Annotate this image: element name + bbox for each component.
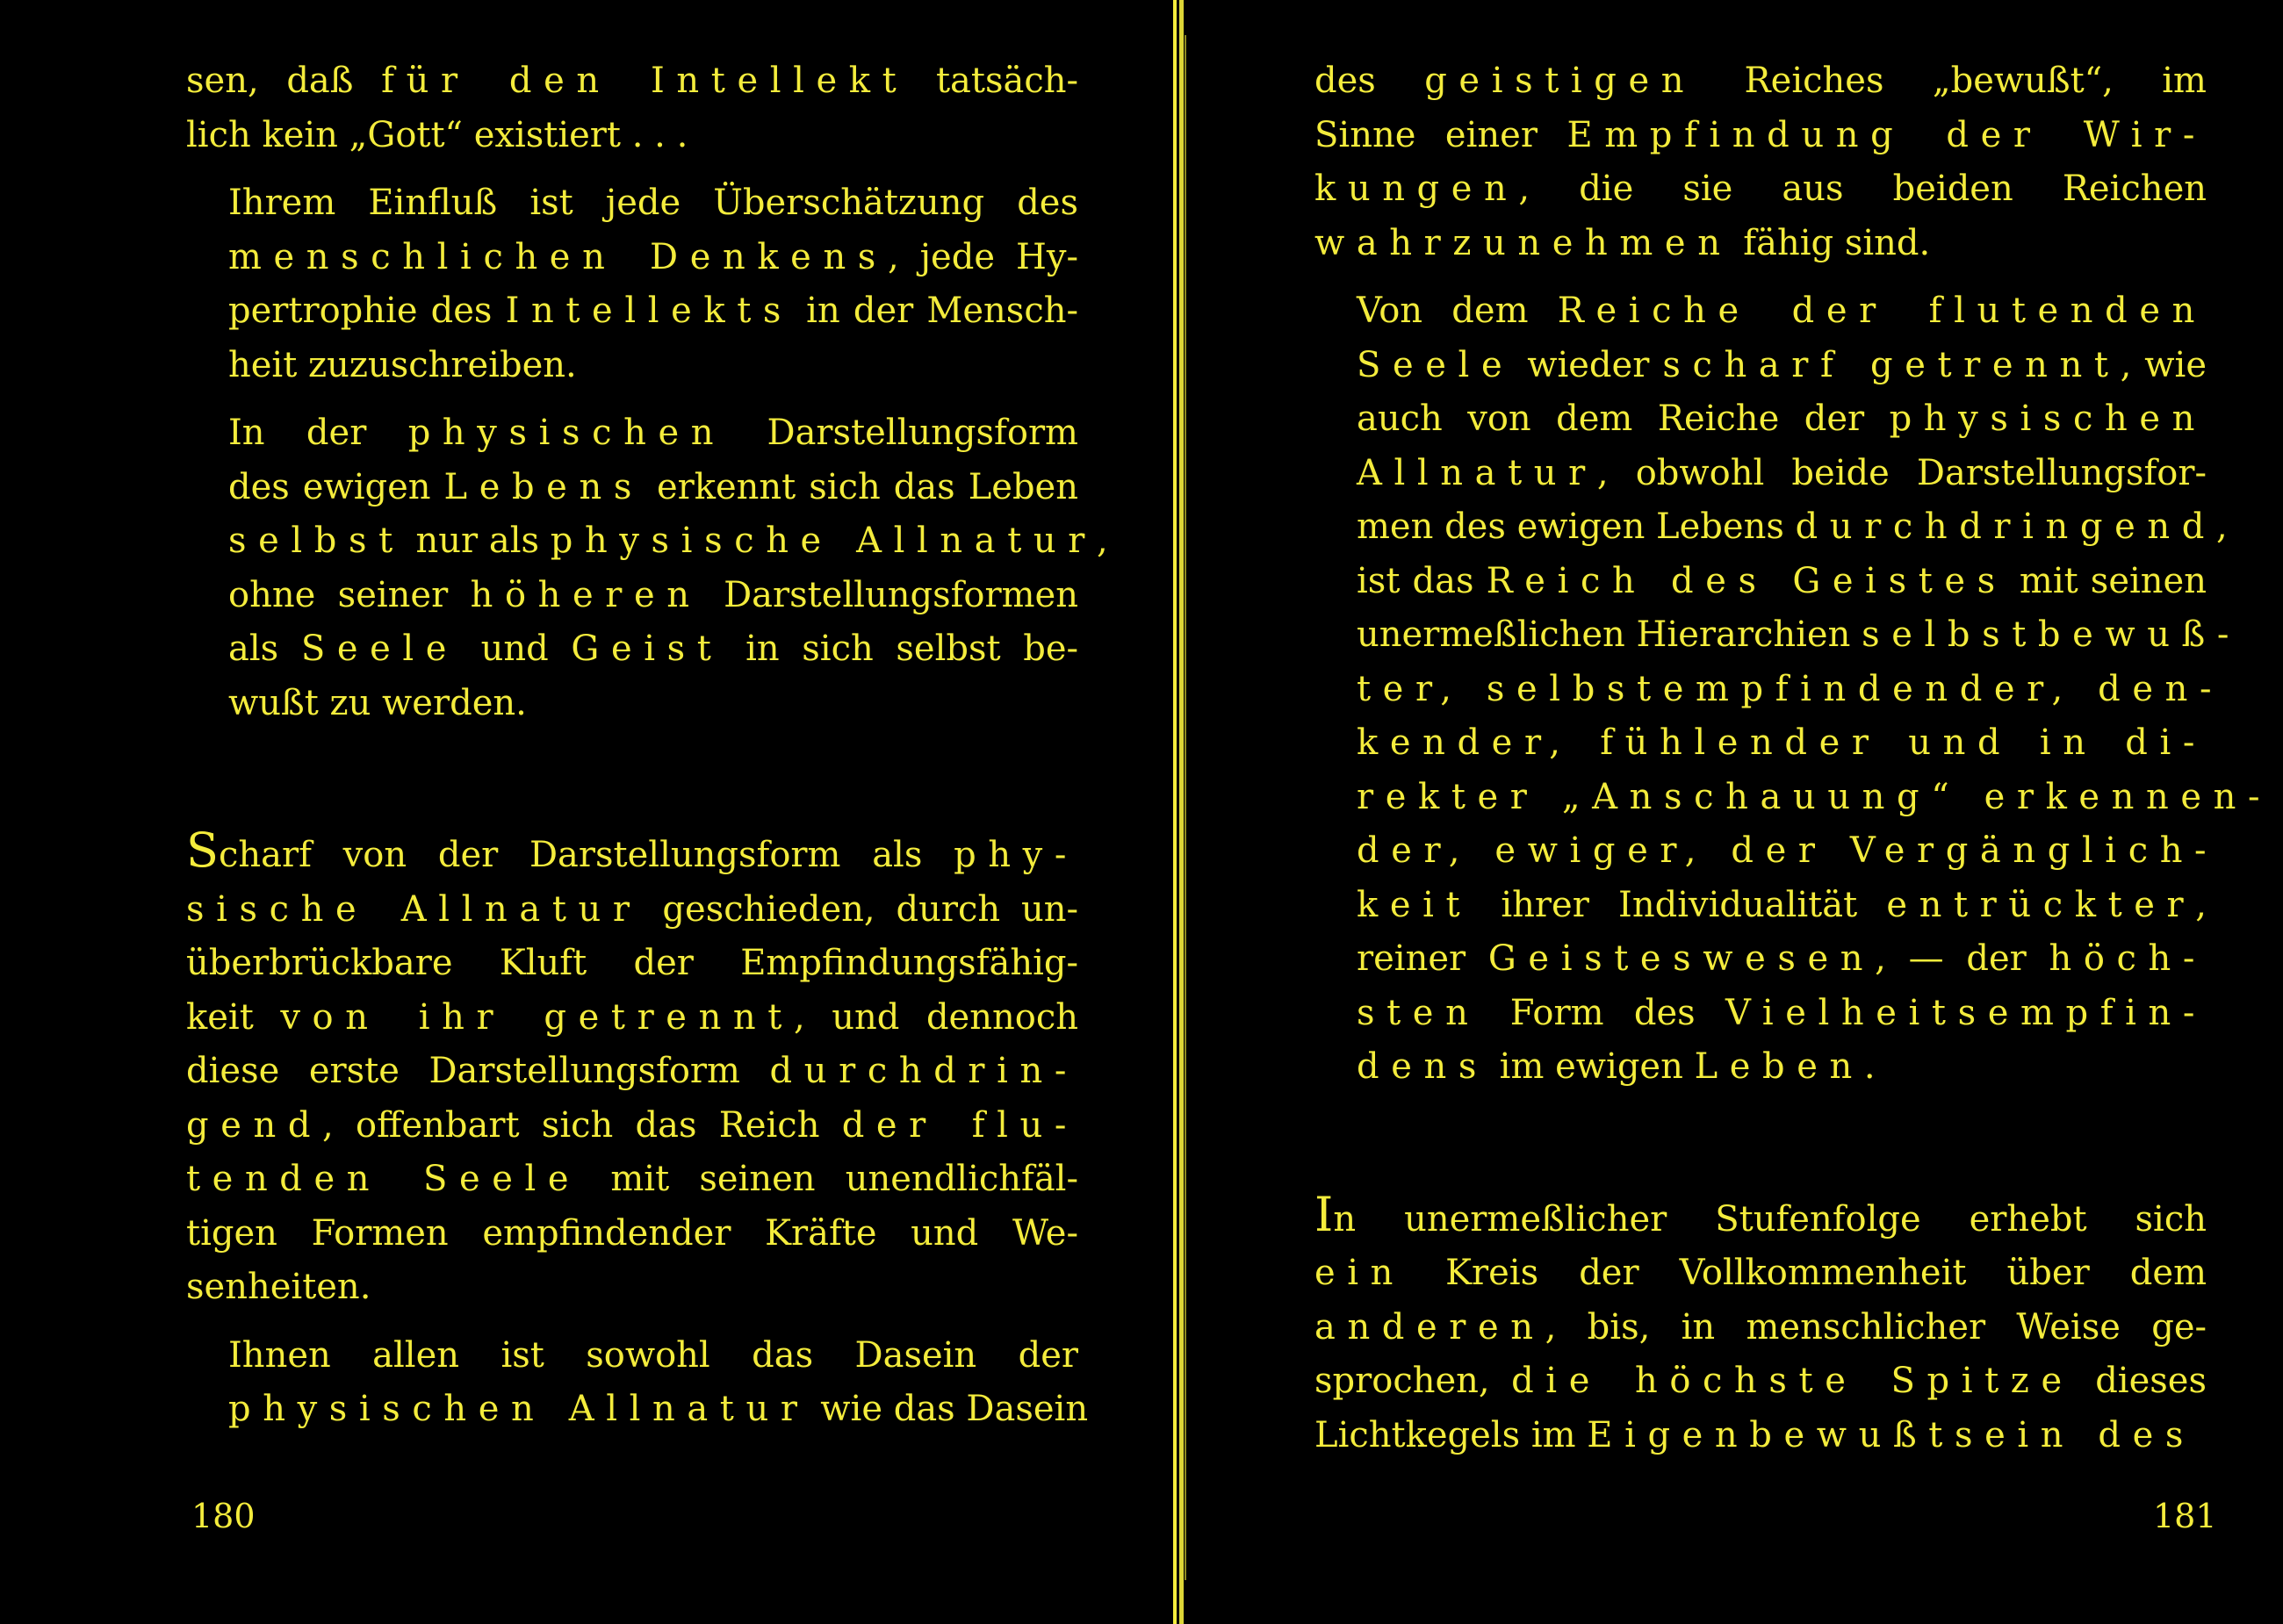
spaced-emphasis: tenden Seele bbox=[186, 1159, 581, 1199]
text-run: pertrophie des bbox=[228, 291, 506, 331]
spaced-emphasis: Empfindung der Wir- bbox=[1566, 114, 2207, 155]
book-spine bbox=[1173, 0, 1187, 1624]
text-line bbox=[186, 1045, 1078, 1099]
text-run: ist das bbox=[1357, 560, 1487, 601]
text-run: , wie bbox=[2120, 344, 2207, 385]
text-line bbox=[186, 461, 1078, 515]
spaced-emphasis: selbstbewuß- bbox=[1862, 614, 2241, 655]
text-run: , die sie aus beiden Reichen bbox=[1518, 169, 2207, 209]
text-line bbox=[1314, 1247, 2207, 1301]
spaced-emphasis: Geisteswesen bbox=[1487, 938, 1876, 979]
spaced-emphasis: Seele bbox=[300, 629, 459, 669]
text-line bbox=[186, 883, 1078, 938]
text-line bbox=[186, 1207, 1078, 1261]
text-run: des bbox=[1314, 61, 1425, 101]
spaced-emphasis: physischen bbox=[1889, 399, 2207, 439]
text-line bbox=[1314, 109, 2207, 163]
text-run: In unermeßlicher Stufenfolge erhebt sich bbox=[1314, 1186, 2207, 1242]
spaced-emphasis: für den Intellekt bbox=[381, 61, 909, 101]
spaced-emphasis: Intellekts bbox=[505, 291, 794, 331]
text-run: diese erste Darstellungsform bbox=[186, 1051, 770, 1091]
spaced-emphasis: ein bbox=[1314, 1253, 1406, 1293]
text-run: ohne seiner bbox=[228, 574, 471, 615]
text-line bbox=[186, 54, 1078, 109]
text-run: unermeßlichen Hierarchien bbox=[1357, 614, 1862, 655]
text-run: , offenbart sich das Reich bbox=[322, 1104, 842, 1146]
text-line bbox=[186, 109, 1078, 163]
text-line bbox=[186, 176, 1078, 231]
spaced-emphasis: Leben bbox=[1694, 1046, 1864, 1087]
spaced-emphasis: sten bbox=[1357, 992, 1480, 1033]
spaced-emphasis: Eigenbewußtsein des bbox=[1587, 1414, 2196, 1455]
text-line bbox=[1314, 1040, 2207, 1095]
text-line bbox=[1314, 447, 2207, 501]
spaced-emphasis: durchdrin- bbox=[769, 1051, 1078, 1091]
page-number-left: 180 bbox=[191, 1497, 256, 1535]
spaced-emphasis: der flu- bbox=[841, 1104, 1078, 1146]
text-line bbox=[1314, 555, 2207, 609]
text-run: Von dem bbox=[1357, 291, 1558, 331]
text-run: und bbox=[458, 629, 572, 669]
text-run: , — der bbox=[1875, 938, 2049, 979]
spaced-emphasis: Reich des Geistes bbox=[1486, 560, 2007, 601]
spaced-emphasis: kungen bbox=[1314, 169, 1519, 209]
spaced-emphasis: rekter „Anschauung“ erkennen- bbox=[1357, 776, 2272, 817]
text-line bbox=[1314, 500, 2228, 555]
spaced-emphasis: selbst bbox=[228, 521, 405, 561]
text-run: In der bbox=[228, 413, 408, 453]
text-run: Scharf von der Darstellungsform als bbox=[186, 823, 954, 878]
text-run: wieder bbox=[1514, 344, 1663, 385]
spaced-emphasis: anderen bbox=[1314, 1306, 1545, 1347]
paragraph bbox=[186, 54, 1078, 162]
paragraph bbox=[1314, 54, 2207, 270]
text-run: in sich selbst be- bbox=[723, 629, 1079, 669]
paragraph bbox=[1314, 1186, 2207, 1463]
text-line bbox=[1314, 771, 2272, 825]
text-line bbox=[186, 406, 1078, 461]
text-line bbox=[1314, 217, 2207, 271]
text-run: , bbox=[1096, 521, 1108, 561]
text-line bbox=[186, 569, 1078, 623]
text-run: . bbox=[1863, 1046, 1876, 1087]
text-line bbox=[186, 231, 1078, 285]
text-run: , bbox=[2215, 507, 2228, 547]
text-run: Ihnen allen ist sowohl das Dasein der bbox=[228, 1334, 1078, 1376]
text-run: überbrückbare Kluft der Empfindungsfähig- bbox=[186, 943, 1078, 983]
text-run: , jede Hy- bbox=[887, 236, 1078, 277]
spaced-emphasis: entrückter bbox=[1886, 884, 2196, 925]
text-line bbox=[1314, 663, 2224, 717]
text-line bbox=[1314, 1355, 2207, 1409]
text-line bbox=[186, 937, 1078, 991]
spaced-emphasis: der, ewiger, der Vergänglich- bbox=[1357, 830, 2219, 871]
text-line bbox=[1314, 162, 2207, 217]
text-run: reiner bbox=[1357, 938, 1488, 979]
text-line bbox=[186, 339, 1078, 393]
spaced-emphasis: von ihr getrennt bbox=[280, 996, 794, 1038]
spaced-emphasis: Seele bbox=[1357, 344, 1515, 385]
text-line bbox=[1314, 284, 2207, 339]
text-run: sen, daß bbox=[186, 61, 382, 101]
text-line bbox=[1314, 54, 2207, 109]
spaced-emphasis: wahrzunehmen bbox=[1314, 222, 1732, 263]
text-run: , bis, in menschlicher Weise ge- bbox=[1545, 1306, 2207, 1347]
text-line bbox=[1314, 716, 2207, 771]
text-line bbox=[186, 284, 1078, 339]
paragraph bbox=[186, 1329, 1089, 1437]
text-line bbox=[1314, 1301, 2207, 1355]
spaced-emphasis: keit bbox=[1357, 884, 1473, 925]
right-page bbox=[1314, 54, 2272, 1462]
text-line bbox=[186, 1099, 1078, 1153]
text-run: dieses bbox=[2073, 1361, 2207, 1401]
text-run: des ewigen bbox=[228, 466, 444, 507]
spaced-emphasis: physischen Allnatur bbox=[228, 1389, 810, 1429]
text-run: mit seinen unendlichfäl- bbox=[580, 1159, 1078, 1199]
text-line bbox=[186, 1383, 1089, 1437]
text-run: in der Mensch- bbox=[793, 291, 1078, 331]
text-run: senheiten. bbox=[186, 1267, 371, 1307]
text-run: nur als bbox=[404, 521, 551, 561]
text-line bbox=[1314, 608, 2241, 663]
text-run: geschieden, durch un- bbox=[641, 888, 1078, 930]
text-run: Darstellungsformen bbox=[701, 574, 1078, 615]
text-line bbox=[186, 622, 1078, 677]
left-page bbox=[186, 54, 1108, 1437]
text-run: Sinne einer bbox=[1314, 114, 1567, 155]
text-run: Darstellungsform bbox=[725, 413, 1078, 453]
paragraph bbox=[1314, 284, 2272, 1095]
text-line bbox=[186, 1329, 1078, 1383]
spaced-emphasis: die höchste Spitze bbox=[1511, 1361, 2074, 1401]
text-line bbox=[1314, 1409, 2207, 1463]
text-line bbox=[1314, 339, 2207, 393]
text-run: , und dennoch bbox=[793, 996, 1079, 1038]
spaced-emphasis: durchdringend bbox=[1795, 507, 2216, 547]
text-run: Lichtkegels im bbox=[1314, 1414, 1588, 1455]
spaced-emphasis: Allnatur bbox=[1357, 452, 1597, 493]
text-line bbox=[1314, 824, 2219, 879]
spaced-emphasis: dens bbox=[1357, 1046, 1488, 1087]
text-run: Reiches „bewußt“, im bbox=[1696, 61, 2207, 101]
text-run: , bbox=[2195, 884, 2207, 925]
text-line bbox=[1314, 392, 2207, 447]
text-line bbox=[1314, 1186, 2207, 1247]
spaced-emphasis: höheren bbox=[470, 574, 702, 615]
text-run: als bbox=[228, 629, 301, 669]
spaced-emphasis: menschlichen Denkens bbox=[228, 236, 888, 277]
spaced-emphasis: ter, selbstempfindender, den- bbox=[1357, 668, 2224, 709]
text-line bbox=[1314, 987, 2207, 1041]
spaced-emphasis: physischen bbox=[407, 413, 726, 453]
spaced-emphasis: höch- bbox=[2049, 938, 2207, 979]
spaced-emphasis: physische Allnatur bbox=[550, 521, 1097, 561]
spaced-emphasis: Vielheitsempfin- bbox=[1725, 992, 2207, 1033]
text-run: fähig sind. bbox=[1732, 222, 1931, 263]
text-run: tatsäch- bbox=[908, 61, 1079, 101]
text-line bbox=[186, 823, 1078, 883]
text-run: Kreis der Vollkommenheit über dem bbox=[1405, 1253, 2207, 1293]
spaced-emphasis: Geist bbox=[571, 629, 724, 669]
paragraph bbox=[186, 823, 1079, 1315]
text-run: Ihrem Einfluß ist jede Überschätzung des bbox=[228, 183, 1078, 223]
text-line bbox=[186, 1261, 1078, 1315]
text-run: lich kein „Gott“ existiert . . . bbox=[186, 114, 688, 155]
text-run: Form des bbox=[1480, 992, 1726, 1033]
text-line bbox=[186, 677, 1078, 731]
spaced-emphasis: scharf getrennt bbox=[1662, 344, 2121, 385]
text-run: tigen Formen empfindender Kräfte und We- bbox=[186, 1212, 1078, 1254]
text-line bbox=[186, 1153, 1078, 1207]
text-run: men des ewigen Lebens bbox=[1357, 507, 1796, 547]
text-run: wie das Dasein bbox=[809, 1389, 1089, 1429]
spaced-emphasis: phy- bbox=[954, 835, 1078, 875]
text-run: sprochen, bbox=[1314, 1361, 1512, 1401]
text-run: auch von dem Reiche der bbox=[1357, 399, 1890, 439]
text-run: ihrer Individualität bbox=[1472, 884, 1887, 925]
spaced-emphasis: gend bbox=[186, 1104, 323, 1146]
text-run: im ewigen bbox=[1487, 1046, 1695, 1087]
text-line bbox=[186, 514, 1108, 569]
text-run: wußt zu werden. bbox=[228, 682, 527, 723]
text-line bbox=[186, 991, 1078, 1046]
text-run: keit bbox=[186, 996, 281, 1038]
spaced-emphasis: kender, fühlender und in di- bbox=[1357, 722, 2207, 763]
paragraph bbox=[186, 176, 1078, 392]
text-line bbox=[1314, 932, 2207, 987]
page-number-right: 181 bbox=[2153, 1497, 2217, 1535]
text-run: heit zuzuschreiben. bbox=[228, 344, 577, 385]
initial-letter: I bbox=[1314, 1186, 1334, 1242]
spaced-emphasis: sische Allnatur bbox=[186, 888, 642, 930]
initial-letter: S bbox=[186, 823, 219, 878]
text-run: mit seinen bbox=[2006, 560, 2207, 601]
paragraph bbox=[186, 406, 1108, 730]
text-run: erkennt sich das Leben bbox=[643, 466, 1078, 507]
text-line bbox=[1314, 879, 2207, 933]
spaced-emphasis: Lebens bbox=[443, 466, 644, 507]
spaced-emphasis: Reiche der flutenden bbox=[1557, 291, 2207, 331]
spaced-emphasis: geistigen bbox=[1424, 61, 1696, 101]
text-run: , obwohl beide Darstellungsfor- bbox=[1596, 452, 2207, 493]
